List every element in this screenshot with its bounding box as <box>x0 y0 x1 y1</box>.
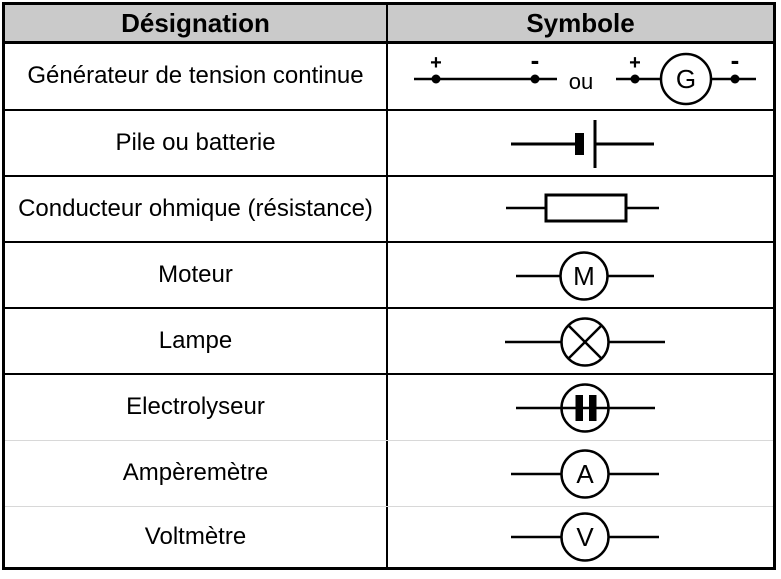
table-row-lamp <box>5 309 773 375</box>
row-label: Voltmètre <box>144 522 247 550</box>
table-header-row <box>5 5 773 44</box>
plus-sign: + <box>629 52 641 74</box>
dc-generator-symbol-icon <box>389 44 772 109</box>
battery-symbol-icon <box>389 111 772 175</box>
row-label: Electrolyseur <box>126 393 265 421</box>
row-label: Moteur <box>158 260 233 288</box>
column-header-designation: Désignation <box>5 5 388 41</box>
or-label: ou <box>568 69 594 94</box>
table-row-motor <box>5 243 773 309</box>
ammeter-letter: A <box>576 459 594 489</box>
table-row-battery <box>5 111 773 177</box>
symbol-table <box>2 2 776 570</box>
row-label: Ampèremètre <box>122 459 269 487</box>
generator-letter: G <box>675 64 697 94</box>
plus-sign: + <box>430 52 442 74</box>
row-label: Lampe <box>158 326 233 354</box>
motor-symbol-icon <box>389 243 772 307</box>
row-label: Conducteur ohmique (résistance) <box>18 194 373 222</box>
row-label: Générateur de tension continue <box>27 62 364 90</box>
voltmeter-letter: V <box>576 522 594 552</box>
table-row-generator <box>5 44 773 111</box>
table-row-voltmeter <box>5 507 773 567</box>
voltmeter-symbol-icon <box>389 507 772 567</box>
column-header-symbole: Symbole <box>526 7 635 38</box>
table-row-resistor <box>5 177 773 243</box>
motor-letter: M <box>573 261 595 291</box>
resistor-symbol-icon <box>389 177 772 241</box>
minus-sign: - <box>530 45 540 75</box>
table-row-ammeter <box>5 441 773 507</box>
row-label: Pile ou batterie <box>115 128 276 156</box>
ammeter-symbol-icon <box>389 441 772 506</box>
electrolyser-symbol-icon <box>389 375 772 440</box>
minus-sign: - <box>730 45 740 75</box>
table-row-electrolyser <box>5 375 773 441</box>
lamp-symbol-icon <box>389 309 772 373</box>
